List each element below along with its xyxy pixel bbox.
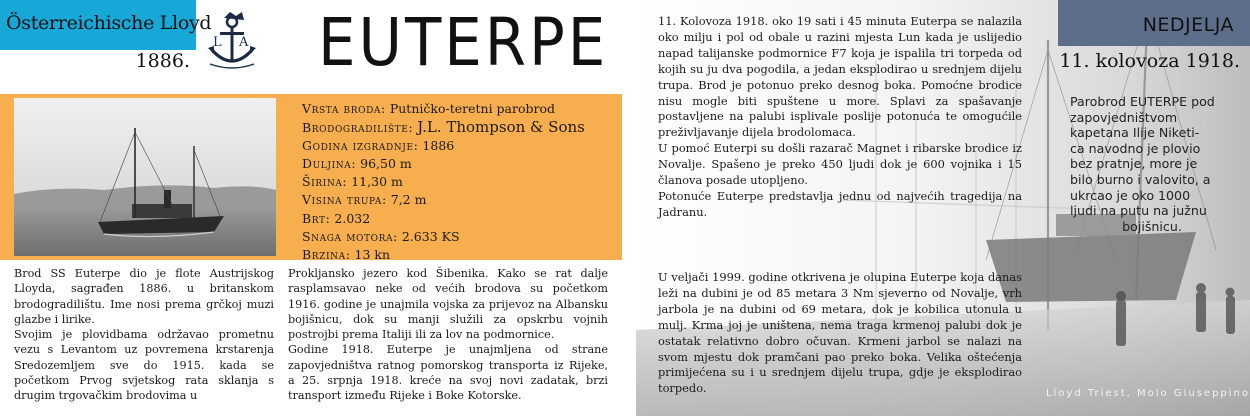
ship-title: EUTERPE [318, 4, 609, 81]
ship-photo [14, 98, 276, 256]
history-column-2 [288, 266, 608, 404]
event-story [1070, 94, 1234, 234]
day-label: NEDJELJA [1142, 14, 1234, 36]
history-paragraph: Brod SS Euterpe dio je flote Austrijskog Lloyda, sagrađen 1886. u britanskom brodogradilištu. Ime nosi prema grčkoj muzi glazbe i lirike. [14, 267, 274, 326]
spec-value: J.L. Thompson & Sons [417, 118, 585, 137]
spec-row [302, 228, 585, 246]
spec-label: Duljina: [302, 155, 357, 171]
svg-text:A: A [239, 35, 249, 50]
spec-label: Godina izgradnje: [302, 137, 419, 153]
wreck-paragraph: U veljači 1999. godine otkrivena je olupina Euterpe koja danas leži na dubini je od 85 metara 3 Nm sjeverno od Novalje, vrh jarbola je na dubini od 69 metara, dok je kobilica utonula u mulj. Krma joj je uništena, nema traga krmenoj palubi dok je ostatak relativno dobro očuvan. Krmeni jarbol se nalazi na svom mjestu dok pramčani pao preko boka. Velika oštećenja primijećena su i u srednjem dijelu trupa, gdje je eksplodirao torpedo. [658, 270, 1022, 396]
spec-value: 96,50 m [360, 155, 412, 171]
company-name: Österreichische Lloyd [0, 0, 196, 50]
spec-row [302, 118, 585, 136]
history-paragraph: Svojim je plovidbama održavao prometnu vezu s Levantom uz povremena krstarenja Sredozemljem sve do 1915. kada se početkom Prvog svjetskog rata sklanja s drugim trgovačkim brodovima u [14, 328, 274, 403]
photo-caption: Lloyd Triest, Molo Giuseppino [1045, 388, 1250, 399]
story-line: bojišnicu. [1122, 218, 1182, 234]
history-column-1 [14, 266, 274, 404]
story-line: kapetana Ilije Niketi- [1070, 125, 1200, 141]
lloyd-anchor-logo [204, 8, 260, 72]
story-line: ca navodno je plovio [1070, 140, 1201, 156]
sinking-paragraph: U pomoć Euterpi su došli razarač Magnet i ribarske brodice iz Novalje. Spašeno je preko 450 ljudi dok je 600 vojnika i 15 članova posade utopljeno. [658, 141, 1022, 188]
spec-label: Snaga motora: [302, 229, 398, 245]
spec-value: 2.032 [334, 210, 371, 226]
story-line: bez pratnje, more je [1070, 156, 1198, 172]
story-line: ljudi na putu na južnu [1070, 203, 1207, 219]
sinking-paragraph: 11. Kolovoza 1918. oko 19 sati i 45 minuta Euterpa se nalazila oko milju i pol od obale u razini mjesta Lun kada je uslijedio napad talijanske podmornice F7 koja je ispalila tri torpeda od kojih su ju dva pogodila, a jedan eksplodirao u srednjem dijelu trupa. Brod je potonuo preko desnog boka. Pomoćne brodice nisu mogle biti spuštene u more. Splavi za spašavanje postavljene na palubi isplivale poslije potonuća te omogućile preživljavanje dijela brodolomaca. [658, 14, 1022, 140]
specs-list [302, 100, 585, 265]
story-line: bilo burno i valovito, a [1070, 171, 1211, 187]
spec-value: Putničko-teretni parobrod [389, 101, 555, 116]
story-line: ukrcao je oko 1000 [1070, 187, 1191, 203]
story-line: zapovjedništvom [1070, 109, 1178, 125]
spec-label: Visina trupa: [302, 192, 387, 208]
spec-value: 7,2 m [390, 192, 427, 208]
day-banner [1058, 0, 1250, 46]
sinking-paragraph: Potonuće Euterpe predstavlja jednu od najvećih tragedija na Jadranu. [658, 188, 1022, 219]
spec-value: 11,30 m [351, 174, 403, 190]
spec-label: Vrsta broda: [302, 101, 386, 116]
history-paragraph: Godine 1918. Euterpe je unajmljena od strane zapovjedništva ratnog pomorskog transporta iz Rijeke, a 25. srpnja 1918. kreće na svoj novi zadatak, brzi transport između Rijeke i Boke Kotorske. [288, 343, 608, 403]
spec-row [302, 100, 585, 118]
wreck-text [658, 270, 1022, 397]
story-line: Parobrod EUTERPE pod [1070, 94, 1215, 109]
svg-text:L: L [213, 35, 222, 50]
history-paragraph: Prokljansko jezero kod Šibenika. Kako se rat dalje rasplamsavao neke od većih brodova su početkom 1916. godine je unajmila vojska za prijevoz na Albansku bojišnicu, dok su manji služili za opskrbu vojnih postrojbi prema Italiji ili za lov na podmornice. [288, 267, 608, 342]
spec-label: Širina: [302, 174, 348, 190]
company-year: 1886. [135, 50, 190, 72]
spec-row [302, 155, 585, 173]
spec-label: Brzina: [302, 247, 351, 263]
spec-value: 1886 [422, 137, 455, 153]
spec-value: 13 kn [354, 247, 391, 263]
spec-row [302, 173, 585, 191]
spec-row [302, 246, 585, 264]
spec-label: Brodogradilište: [302, 120, 414, 136]
sinking-text [658, 14, 1022, 221]
date-label: 11. kolovoza 1918. [1059, 50, 1240, 72]
spec-row [302, 210, 585, 228]
company-header [0, 0, 212, 80]
spec-row [302, 137, 585, 155]
spec-value: 2.633 KS [401, 229, 460, 245]
spec-row [302, 191, 585, 209]
spec-label: Brt: [302, 210, 331, 226]
